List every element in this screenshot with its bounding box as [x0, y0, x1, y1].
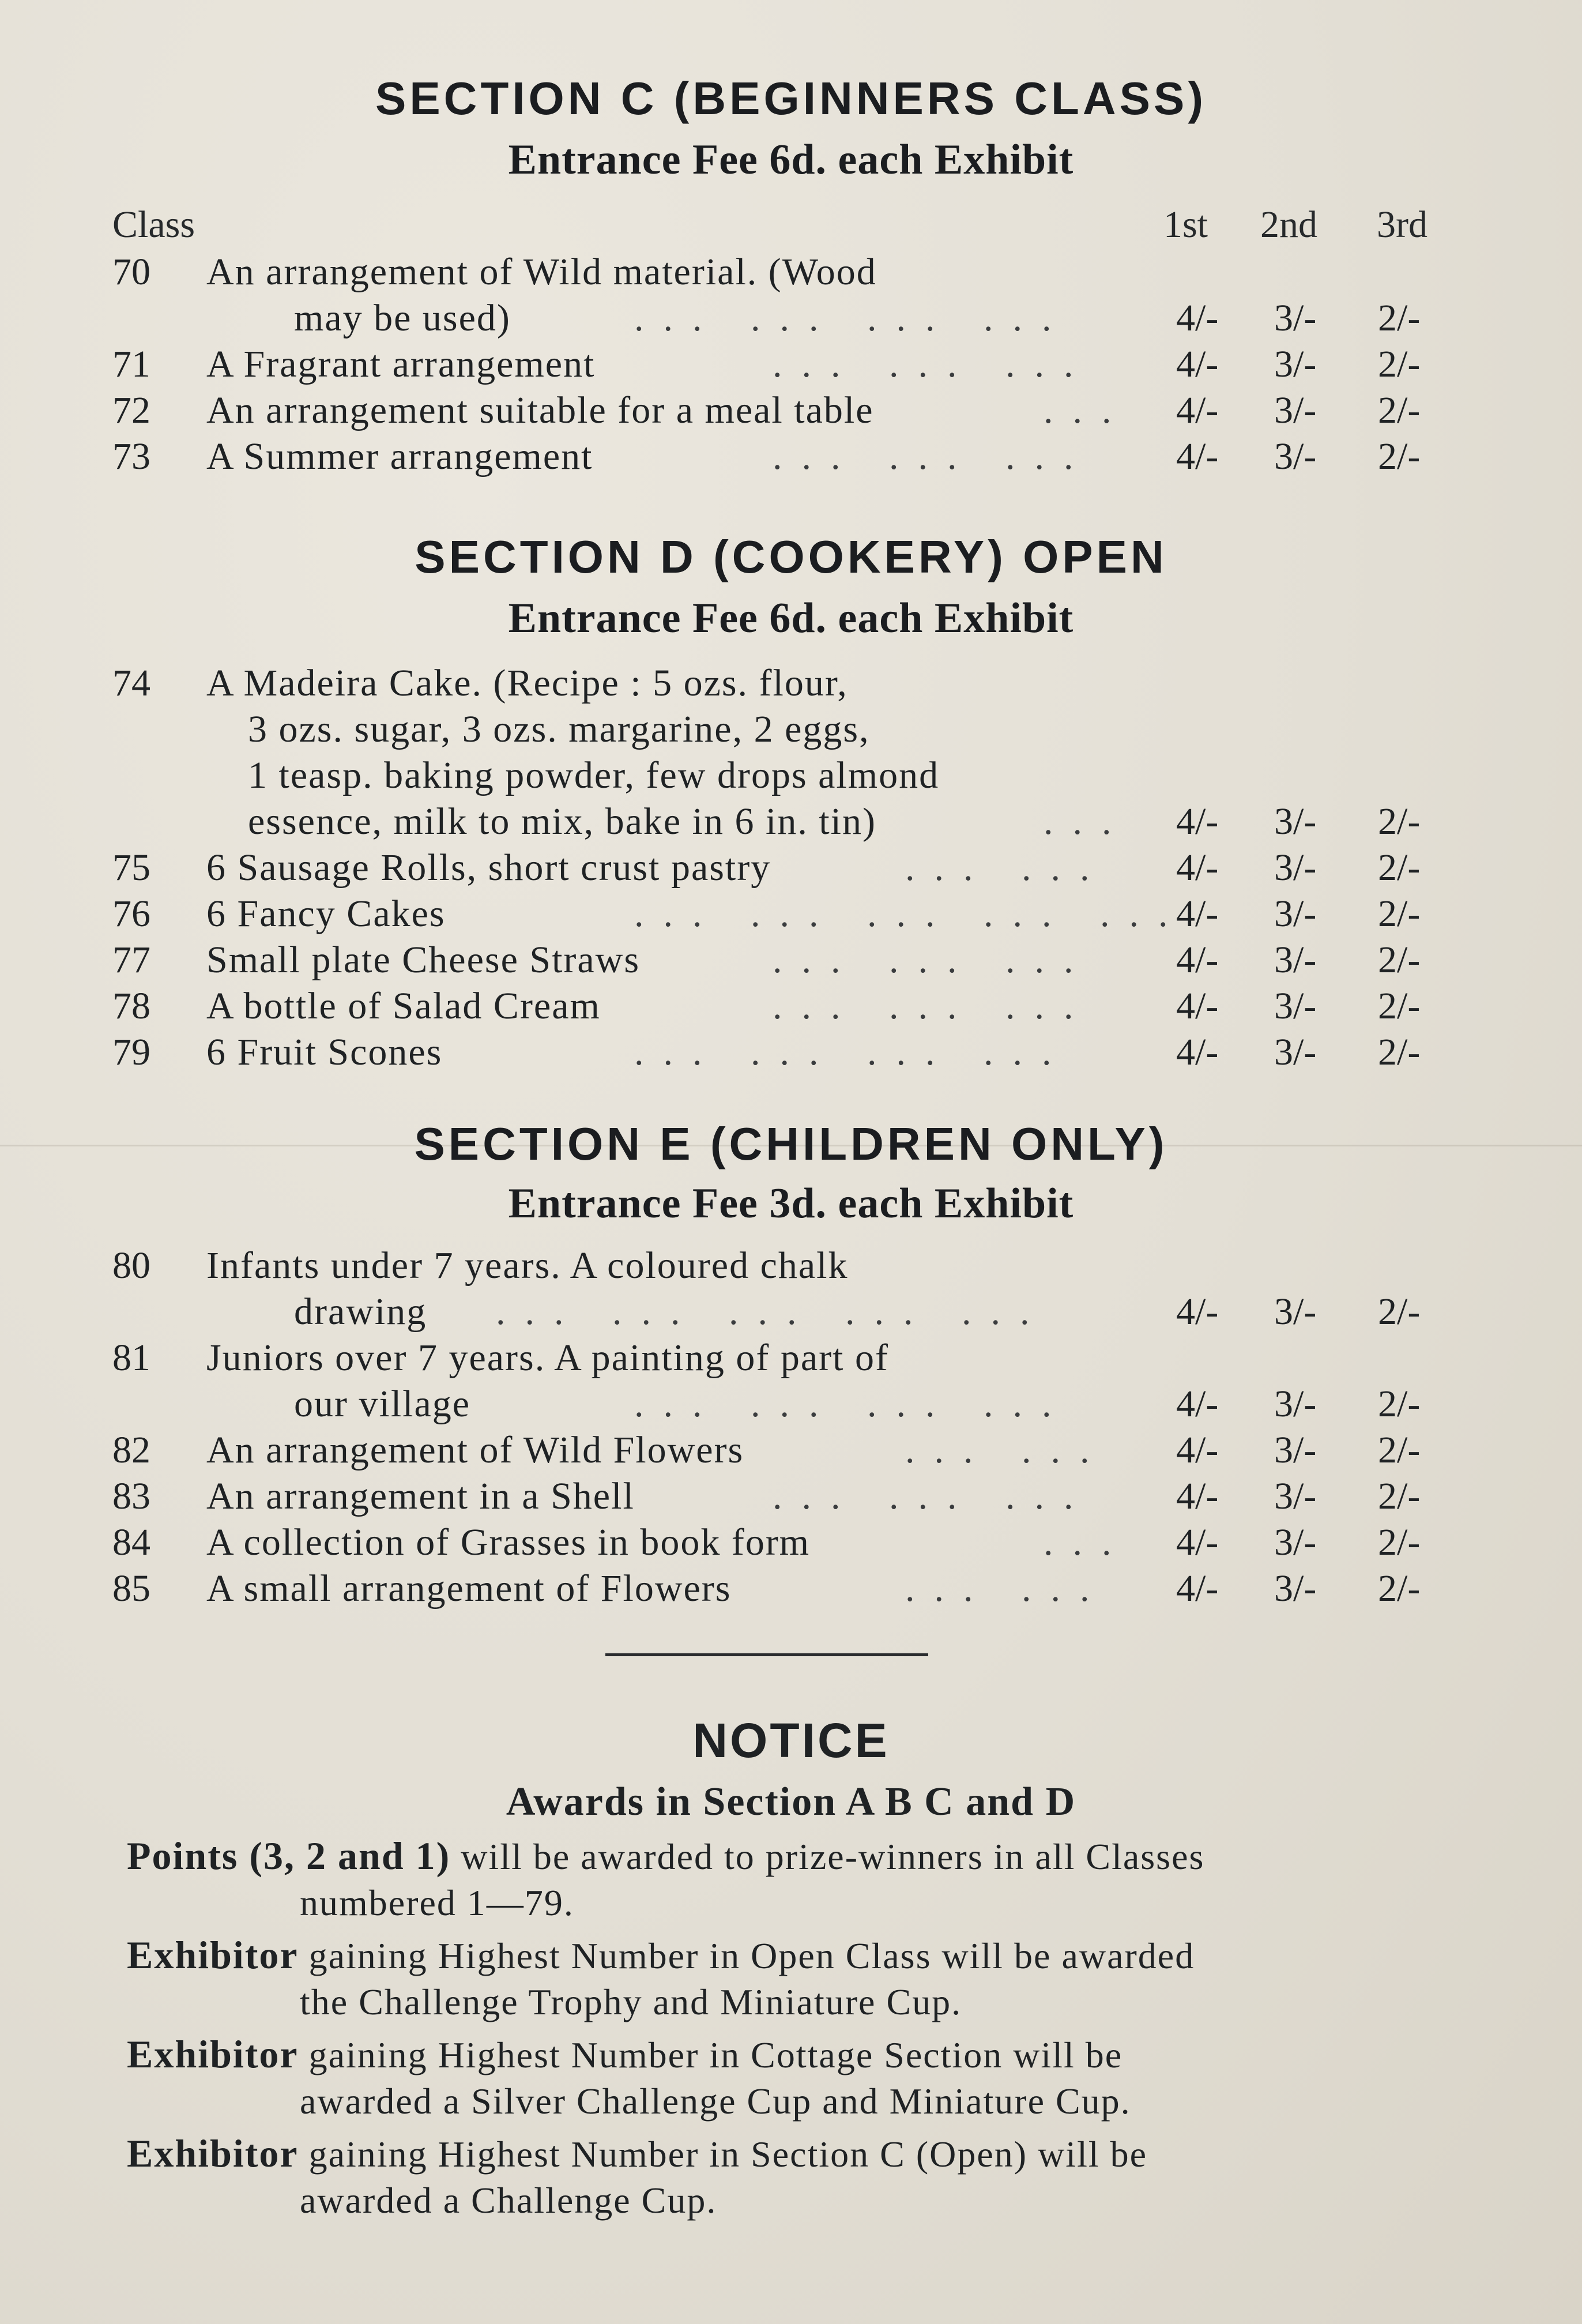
prize-2nd: 3/- — [1274, 847, 1317, 889]
section-e-fee: Entrance Fee 3d. each Exhibit — [508, 1180, 1074, 1227]
leader-dots: ... ... ... — [773, 985, 1093, 1027]
class-number: 81 — [112, 1337, 150, 1379]
class-description: An arrangement of Wild Flowers — [206, 1429, 744, 1471]
table-row — [0, 1566, 1582, 1612]
class-description: A Fragrant arrangement — [206, 343, 596, 385]
prize-1st: 4/- — [1176, 800, 1219, 843]
prize-3rd: 2/- — [1378, 893, 1421, 935]
prize-2nd: 3/- — [1274, 1031, 1317, 1073]
prize-1st: 4/- — [1176, 1383, 1219, 1425]
notice-paragraph-text: gaining Highest Number in Cottage Section will be — [298, 2035, 1123, 2075]
class-description: A bottle of Salad Cream — [206, 985, 601, 1027]
class-number: 85 — [112, 1567, 150, 1609]
leader-dots: ... ... ... ... — [634, 1383, 1071, 1425]
class-number: 74 — [112, 662, 150, 704]
prize-1st: 4/- — [1176, 893, 1219, 935]
divider-rule — [605, 1653, 928, 1656]
notice-paragraph-text: gaining Highest Number in Section C (Open) will be — [298, 2134, 1148, 2175]
class-description-continued: 1 teasp. baking powder, few drops almond — [248, 754, 940, 796]
table-row — [0, 434, 1582, 480]
table-row — [0, 1029, 1582, 1075]
prize-2nd: 3/- — [1274, 389, 1317, 431]
prize-2nd: 3/- — [1274, 800, 1317, 843]
notice-paragraph-lead: Exhibitor — [127, 2032, 299, 2076]
column-header-2nd: 2nd — [1260, 204, 1317, 246]
prize-2nd: 3/- — [1274, 1383, 1317, 1425]
table-row-continuation — [0, 753, 1582, 799]
prize-2nd: 3/- — [1274, 1429, 1317, 1471]
table-row-continuation — [0, 1381, 1582, 1427]
class-description: 6 Fancy Cakes — [206, 893, 446, 935]
prize-1st: 4/- — [1176, 939, 1219, 981]
notice-paragraph-lead: Points (3, 2 and 1) — [127, 1834, 451, 1878]
table-row — [0, 1335, 1582, 1381]
notice-paragraph-continued: the Challenge Trophy and Miniature Cup. — [300, 1981, 962, 2022]
leader-dots: ... ... ... ... — [634, 1031, 1071, 1073]
table-row-continuation — [0, 295, 1582, 341]
class-number: 71 — [112, 343, 150, 385]
prize-2nd: 3/- — [1274, 985, 1317, 1027]
class-number: 78 — [112, 985, 150, 1027]
leader-dots: ... ... ... — [773, 435, 1093, 477]
prize-2nd: 3/- — [1274, 1567, 1317, 1609]
class-description: 6 Fruit Scones — [206, 1031, 443, 1073]
prize-1st: 4/- — [1176, 847, 1219, 889]
class-description-continued: essence, milk to mix, bake in 6 in. tin) — [248, 800, 876, 843]
table-row — [0, 660, 1582, 706]
leader-dots: ... ... ... — [773, 939, 1093, 981]
prize-3rd: 2/- — [1378, 343, 1421, 385]
prize-3rd: 2/- — [1378, 800, 1421, 843]
class-number: 70 — [112, 251, 150, 293]
section-e-title: SECTION E (CHILDREN ONLY) — [414, 1118, 1168, 1169]
column-header-1st: 1st — [1163, 204, 1208, 246]
class-number: 83 — [112, 1475, 150, 1517]
leader-dots: ... ... ... ... ... — [496, 1291, 1049, 1333]
notice-paragraph — [127, 2031, 1418, 2124]
section-d-title: SECTION D (COOKERY) OPEN — [415, 531, 1167, 582]
prize-1st: 4/- — [1176, 297, 1219, 339]
notice-paragraph — [127, 1833, 1418, 1926]
table-row-continuation — [0, 799, 1582, 845]
notice-paragraph-text: will be awarded to prize-winners in all Classes — [450, 1836, 1205, 1877]
class-description-continued: our village — [294, 1383, 471, 1425]
prize-3rd: 2/- — [1378, 1521, 1421, 1563]
leader-dots: ... ... ... — [773, 1475, 1093, 1517]
prize-3rd: 2/- — [1378, 1429, 1421, 1471]
table-row — [0, 983, 1582, 1029]
prize-1st: 4/- — [1176, 1429, 1219, 1471]
class-description-continued: may be used) — [294, 297, 511, 339]
class-description: An arrangement of Wild material. (Wood — [206, 251, 877, 293]
leader-dots: ... — [1044, 800, 1131, 843]
table-row — [0, 937, 1582, 983]
prize-1st: 4/- — [1176, 985, 1219, 1027]
table-row — [0, 1427, 1582, 1473]
prize-1st: 4/- — [1176, 1567, 1219, 1609]
prize-2nd: 3/- — [1274, 939, 1317, 981]
notice-paragraph-text: gaining Highest Number in Open Class will be awarded — [298, 1935, 1195, 1976]
section-c-title: SECTION C (BEGINNERS CLASS) — [375, 73, 1207, 124]
prize-1st: 4/- — [1176, 1291, 1219, 1333]
class-description: Infants under 7 years. A coloured chalk — [206, 1244, 849, 1287]
leader-dots: ... ... ... ... — [634, 297, 1071, 339]
prize-3rd: 2/- — [1378, 1383, 1421, 1425]
notice-paragraph-continued: awarded a Silver Challenge Cup and Miniature Cup. — [300, 2081, 1131, 2122]
prize-2nd: 3/- — [1274, 297, 1317, 339]
prize-2nd: 3/- — [1274, 1521, 1317, 1563]
prize-1st: 4/- — [1176, 1521, 1219, 1563]
class-description: An arrangement suitable for a meal table — [206, 389, 874, 431]
prize-3rd: 2/- — [1378, 985, 1421, 1027]
leader-dots: ... ... ... — [773, 343, 1093, 385]
prize-3rd: 2/- — [1378, 389, 1421, 431]
class-number: 76 — [112, 893, 150, 935]
class-description: A small arrangement of Flowers — [206, 1567, 732, 1609]
prize-2nd: 3/- — [1274, 343, 1317, 385]
class-number: 79 — [112, 1031, 150, 1073]
prize-2nd: 3/- — [1274, 1475, 1317, 1517]
prize-2nd: 3/- — [1274, 893, 1317, 935]
class-description-continued: drawing — [294, 1291, 427, 1333]
table-row — [0, 341, 1582, 388]
notice-paragraph — [127, 2130, 1418, 2224]
notice-paragraph-lead: Exhibitor — [127, 1933, 299, 1977]
prize-3rd: 2/- — [1378, 1567, 1421, 1609]
table-row — [0, 249, 1582, 295]
class-description: A Madeira Cake. (Recipe : 5 ozs. flour, — [206, 662, 848, 704]
prize-3rd: 2/- — [1378, 1475, 1421, 1517]
prize-1st: 4/- — [1176, 435, 1219, 477]
notice-paragraph — [127, 1932, 1418, 2025]
leader-dots: ... — [1044, 1521, 1131, 1563]
prize-1st: 4/- — [1176, 343, 1219, 385]
class-description: Small plate Cheese Straws — [206, 939, 641, 981]
class-description: An arrangement in a Shell — [206, 1475, 635, 1517]
prize-2nd: 3/- — [1274, 1291, 1317, 1333]
table-row — [0, 388, 1582, 434]
prize-3rd: 2/- — [1378, 1031, 1421, 1073]
prize-2nd: 3/- — [1274, 435, 1317, 477]
class-number: 77 — [112, 939, 150, 981]
class-number: 82 — [112, 1429, 150, 1471]
class-number: 72 — [112, 389, 150, 431]
leader-dots: ... ... — [905, 1429, 1109, 1471]
table-row-continuation — [0, 1289, 1582, 1335]
class-description: A collection of Grasses in book form — [206, 1521, 811, 1563]
prize-3rd: 2/- — [1378, 939, 1421, 981]
prize-1st: 4/- — [1176, 1475, 1219, 1517]
class-number: 73 — [112, 435, 150, 477]
prize-3rd: 2/- — [1378, 1291, 1421, 1333]
class-number: 84 — [112, 1521, 150, 1563]
class-description: Juniors over 7 years. A painting of part of — [206, 1337, 889, 1379]
notice-subtitle: Awards in Section A B C and D — [506, 1780, 1076, 1824]
notice-paragraph-continued: numbered 1—79. — [300, 1882, 574, 1923]
section-d-fee: Entrance Fee 6d. each Exhibit — [508, 595, 1074, 642]
class-description: A Summer arrangement — [206, 435, 593, 477]
section-c-fee: Entrance Fee 6d. each Exhibit — [508, 136, 1074, 183]
class-description: 6 Sausage Rolls, short crust pastry — [206, 847, 771, 889]
table-row — [0, 1473, 1582, 1520]
leader-dots: ... ... — [905, 1567, 1109, 1609]
table-row — [0, 891, 1582, 937]
prize-3rd: 2/- — [1378, 435, 1421, 477]
notice-paragraph-lead: Exhibitor — [127, 2131, 299, 2175]
class-description-continued: 3 ozs. sugar, 3 ozs. margarine, 2 eggs, — [248, 708, 870, 750]
prize-1st: 4/- — [1176, 389, 1219, 431]
class-number: 75 — [112, 847, 150, 889]
prize-1st: 4/- — [1176, 1031, 1219, 1073]
column-header-3rd: 3rd — [1377, 204, 1427, 246]
notice-paragraph-continued: awarded a Challenge Cup. — [300, 2180, 717, 2221]
class-number: 80 — [112, 1244, 150, 1287]
table-row — [0, 845, 1582, 891]
notice-title: NOTICE — [692, 1713, 890, 1768]
table-row-continuation — [0, 706, 1582, 753]
table-row — [0, 1243, 1582, 1289]
leader-dots: ... ... — [905, 847, 1109, 889]
table-row — [0, 1520, 1582, 1566]
leader-dots: ... — [1044, 389, 1131, 431]
column-header-class: Class — [112, 204, 195, 246]
prize-3rd: 2/- — [1378, 847, 1421, 889]
prize-3rd: 2/- — [1378, 297, 1421, 339]
leader-dots: ... ... ... ... ... — [634, 893, 1188, 935]
